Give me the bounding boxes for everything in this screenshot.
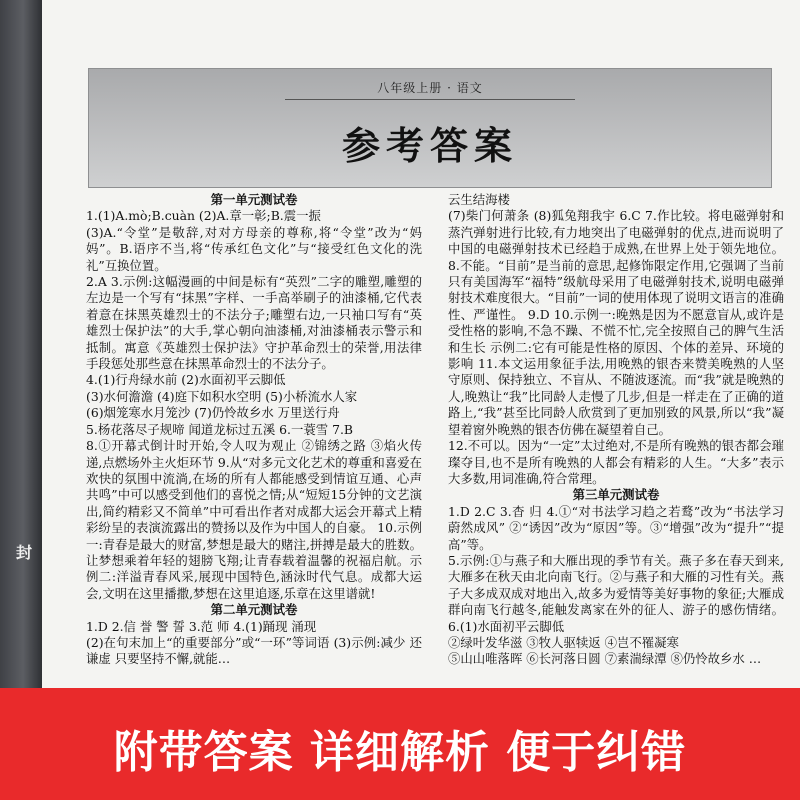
- answer-paragraph: 1.D 2.C 3.杳 归 4.①“对书法学习趋之若鹜”改为“书法学习蔚然成风” ②“诱因”改为“原因”等。③“增强”改为“提升”“提高”等。: [448, 503, 784, 552]
- book-spine: [0, 0, 42, 800]
- answer-paragraph: 8.①开幕式倒计时开始,令人叹为观止 ②锦绣之路 ③焰火传递,点燃场外主火炬环节 9.从“对多元文化艺术的尊重和喜爱在欢快的氛围中流淌,在场的所有人都能感受到情谊互通、心声共鸣”中可以感受到他们的喜悦之情;从“短短15分钟的文艺演出,简约精彩又不简单”中可看出作者对成都大运会开幕式上精彩纷呈的表演流露出的赞扬以及作为中国人的自豪。 10.示例一:青春是最大的财富,梦想是最大的赌注,拼搏是最大的胜数。让梦想乘着年轻的翅膀飞翔;让青春载着温馨的祝福启航。示例二:洋溢青春风采,展现中国特色,涵泳时代气息。成都大运会,文明在这里播撒,梦想在这里追逐,乐章在这里谱就!: [86, 438, 422, 601]
- banner-divider: [285, 99, 575, 100]
- answer-paragraph: 云生结海楼: [448, 192, 510, 207]
- answer-paragraph: ②绿叶发华滋 ③牧人驱犊返 ④岂不罹凝寒: [448, 634, 679, 650]
- answer-paragraph: 1.(1)A.mò;B.cuàn (2)A.章一彰;B.震一振: [86, 208, 321, 224]
- answer-paragraph: ⑤山山唯落晖 ⑥长河落日圆 ⑦素湍绿潭 ⑧仍怜故乡水 …: [448, 651, 762, 667]
- promo-slogan: 附带答案 详细解析 便于纠错: [113, 727, 687, 778]
- left-text-column: [86, 192, 422, 688]
- answer-paragraph: 5.杨花落尽子规啼 闻道龙标过五溪 6.一蓑雪 7.B: [86, 421, 354, 437]
- answer-paragraph: 4.(1)行舟绿水前 (2)水面初平云脚低: [86, 372, 286, 388]
- banner-subtitle: 八年级上册 · 语文: [377, 81, 483, 95]
- header-banner: [88, 68, 772, 188]
- answer-paragraph: (6)烟笼寒水月笼沙 (7)仍怜故乡水 万里送行舟: [86, 405, 340, 421]
- page-title: 参考答案: [341, 124, 518, 168]
- right-text-column: [448, 192, 784, 688]
- section-heading: 第三单元测试卷: [572, 487, 660, 503]
- answer-paragraph: 2.A 3.示例:这幅漫画的中间是标有“英烈”二字的雕塑,雕塑的左边是一个写有“抹黑”字样、一手高举刷子的油漆桶,它代表着意在抹黑英雄烈士的不法分子;雕塑右边,一只袖口写有“英雄烈士保护法”的大手,掌心朝向油漆桶,对油漆桶表示警示和抵制。寓意《英雄烈士保护法》守护革命烈士的荣誉,用法律手段惩处那些意在抹黑革命烈士的不法分子。: [86, 274, 422, 372]
- answer-paragraph: (2)在句末加上“的重要部分”或“一环”等词语 (3)示例:减少 还谦虚 只要坚持不懈,就能…: [86, 634, 422, 667]
- promo-footer-banner: [0, 688, 800, 800]
- answer-paragraph: (3)水何澹澹 (4)庭下如积水空明 (5)小桥流水人家: [86, 388, 358, 404]
- section-heading: 第一单元测试卷: [210, 192, 298, 207]
- answer-paragraph: (3)A.“令堂”是敬辞,对对方母亲的尊称,将“令堂”改为“妈妈”。B.语序不当,将“传承红色文化”与“接受红色文化的洗礼”互换位置。: [86, 224, 422, 273]
- answer-paragraph: 5.示例:①与燕子和大雁出现的季节有关。燕子多在春天到来,大雁多在秋天由北向南飞行。②与燕子和大雁的习性有关。燕子大多成双成对地出入,故多为爱情等美好事物的象征;大雁成群向南飞行越冬,能触发离家在外的征人、游子的感伤情绪。 6.(1)水面初平云脚低: [448, 552, 784, 634]
- spine-mark: 封: [16, 543, 33, 562]
- answer-paragraph: 1.D 2.信 誉 警 誓 3.范 师 4.(1)踊现 涌现: [86, 618, 317, 634]
- section-heading: 第二单元测试卷: [210, 602, 298, 618]
- answer-paragraph: 12.不可以。因为“一定”太过绝对,不是所有晚熟的银杏都会璀璨夺目,也不是所有晚熟的人都会有精彩的人生。“大多”表示大多数,用词准确,符合常理。: [448, 438, 784, 486]
- answer-paragraph: (7)柴门何萧条 (8)狐兔翔我宇 6.C 7.作比较。将电磁弹射和蒸汽弹射进行比较,有力地突出了电磁弹射的优点,进而说明了中国的电磁弹射技术已经趋于成熟,在世界上处于领先地位。 8.不能。“目前”是当前的意思,起修饰限定作用,它强调了当前只有美国海军“福特”级航母采用了电磁弹射技术,说明电磁弹射技术难度很大。“目前”一词的使用体现了说明文语言的准确性、严谨性。 9.D 10.示例一:晚熟是因为不愿意盲从,或许是受性格的影响,不急不躁、不慌不忙,完全按照自己的脾气生活和生长 示例二:它有可能是性格的原因、个体的差异、环境的影响 11.本文运用象征手法,用晚熟的银杏来赞美晚熟的人坚守原则、保持独立、不盲从、不随波逐流。而“我”就是晚熟的人,晚熟让“我”比同龄人走慢了几步,但是一样走在了正确的道路上,“我”甚至比同龄人欣赏到了更加别致的风景,所以“我”凝望着窗外晚熟的银杏仿佛在凝望着自己。: [448, 208, 784, 437]
